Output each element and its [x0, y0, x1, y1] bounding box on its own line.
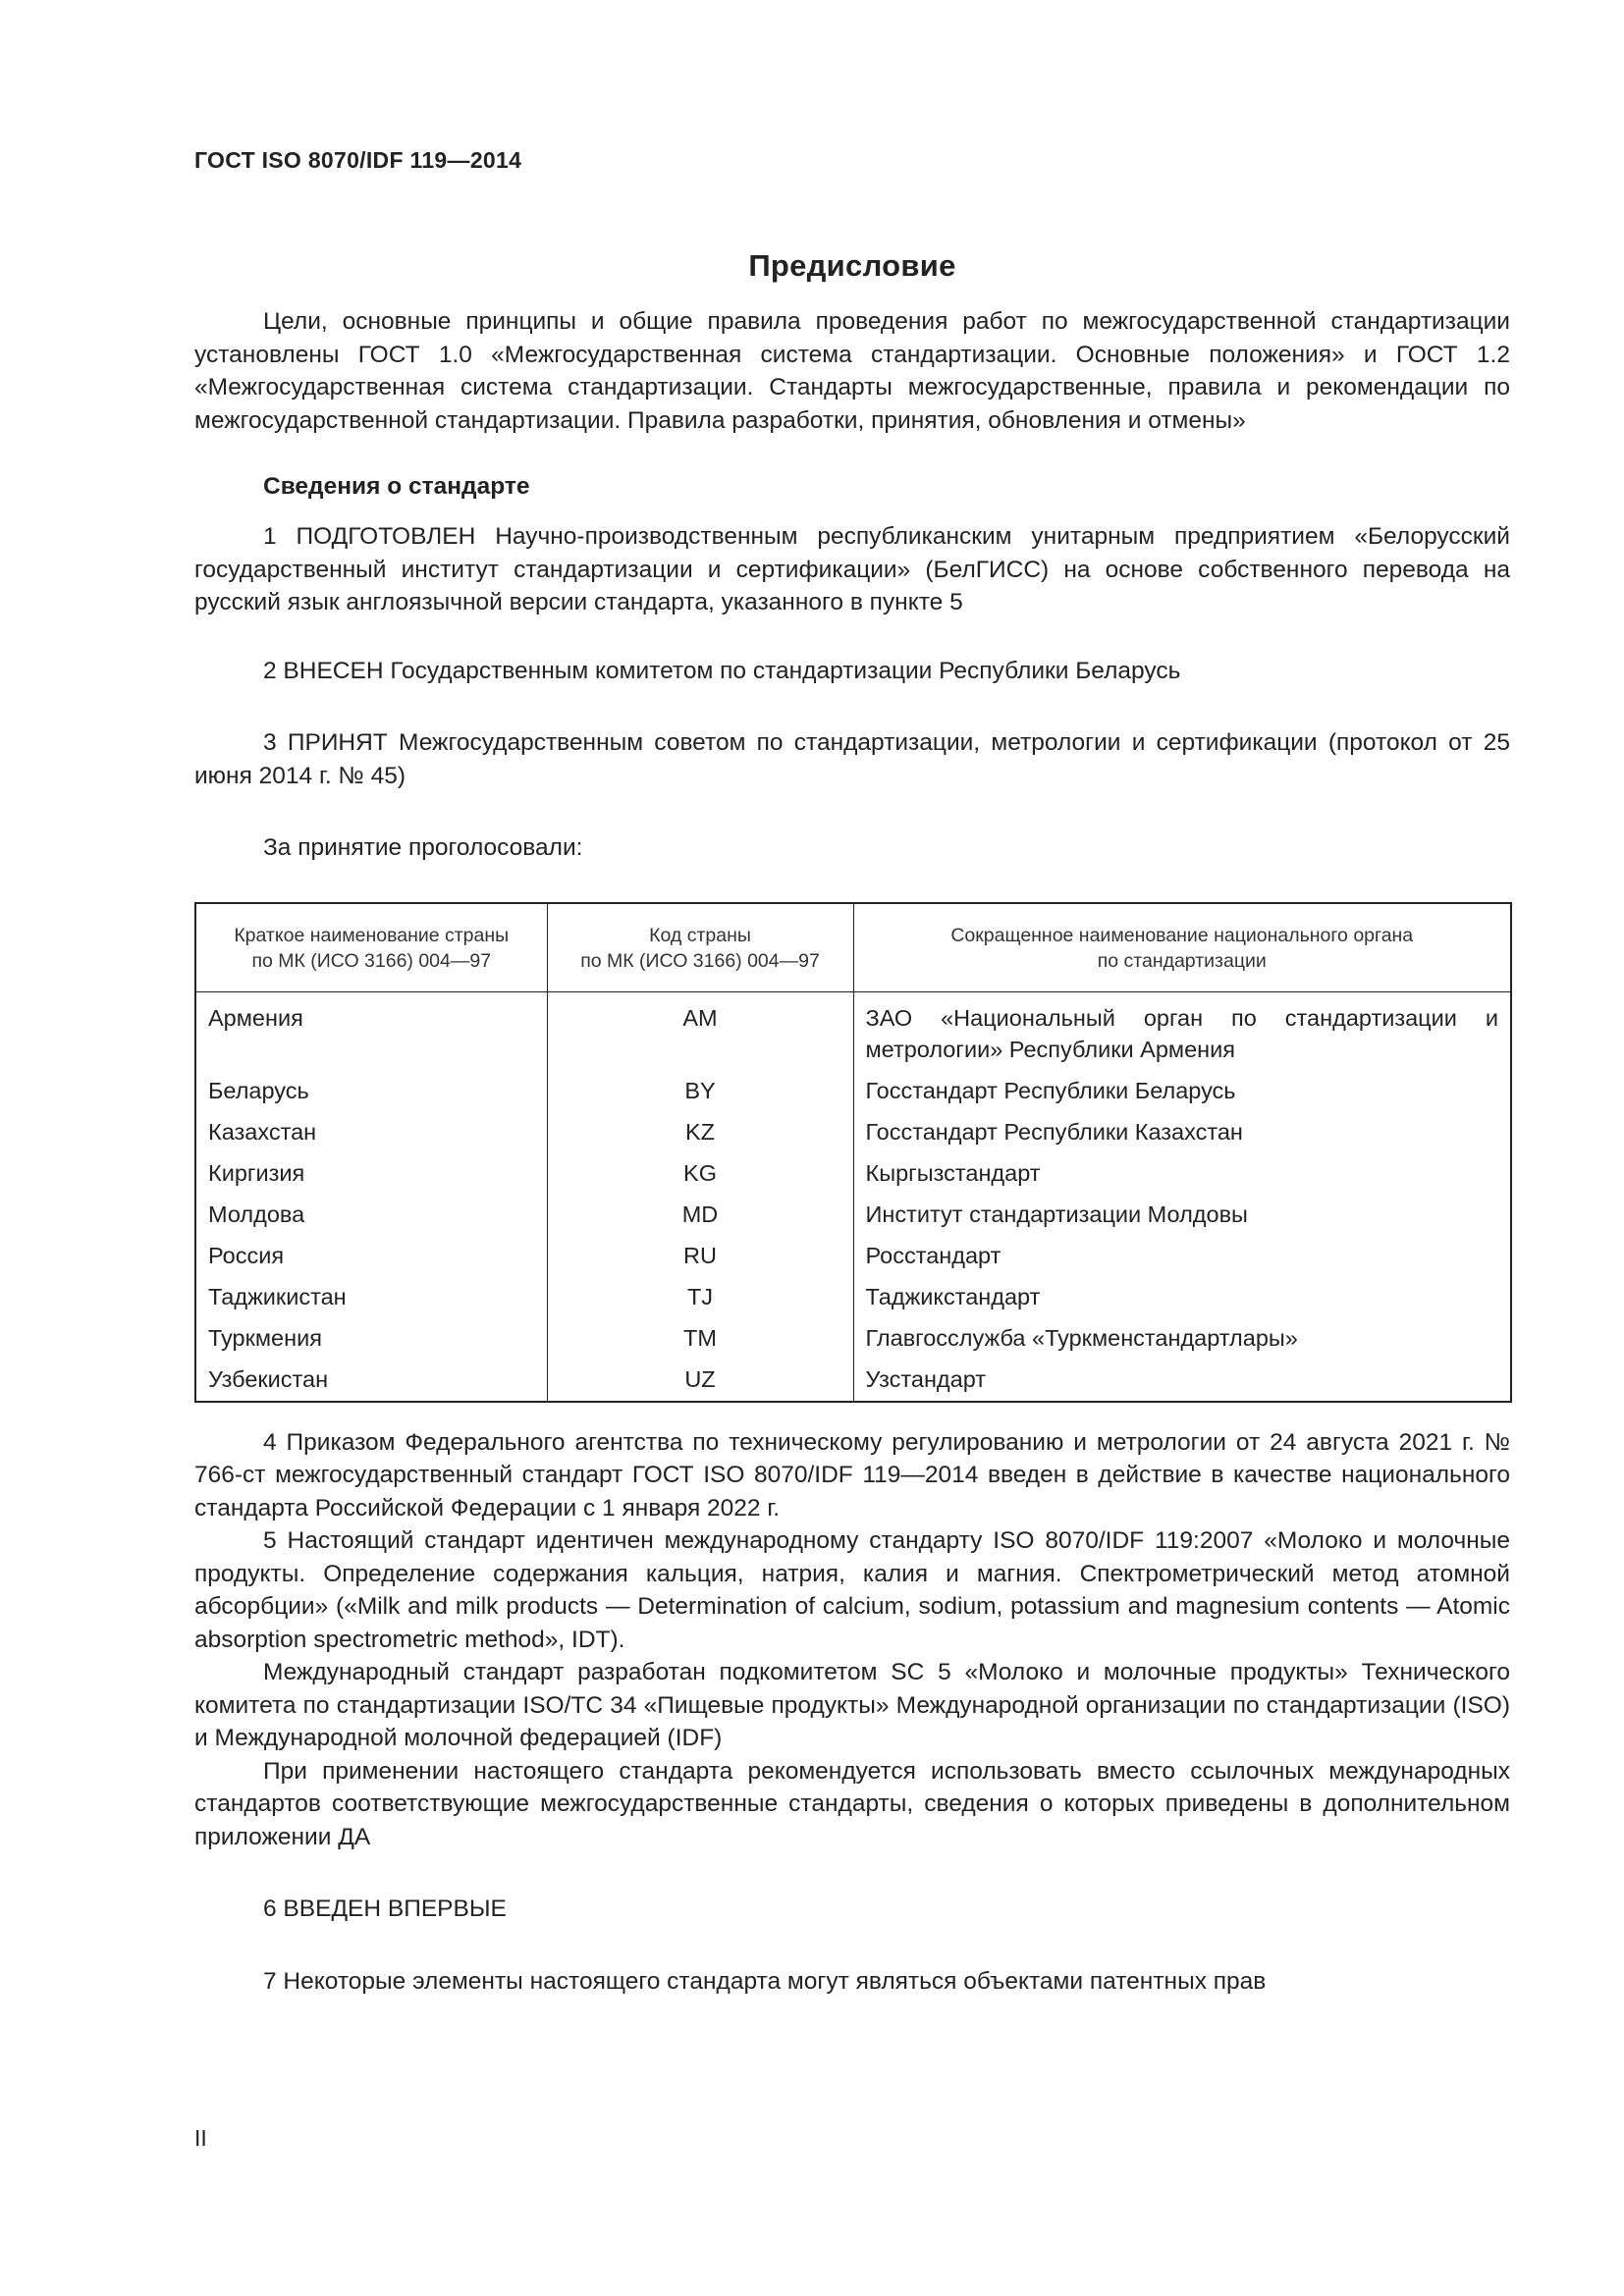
- cell-country: Узбекистан: [195, 1362, 547, 1402]
- document-code-header: ГОСТ ISO 8070/IDF 119—2014: [194, 147, 522, 173]
- cell-code: MD: [547, 1197, 853, 1238]
- voting-table: [194, 902, 1512, 1403]
- item-5-application-paragraph: При применении настоящего стандарта рекомендуется использовать вместо ссылочных международных стандартов соответствующие межгосударственные стандарты, сведения о которых приведены в дополнительном приложении ДА: [194, 1757, 1510, 1850]
- cell-code: BY: [547, 1073, 853, 1114]
- cell-code: KG: [547, 1155, 853, 1197]
- table-row: [195, 1279, 1511, 1320]
- cell-code: AM: [547, 991, 853, 1073]
- cell-organ: Росстандарт: [853, 1238, 1511, 1279]
- header-code-line1: Код страны: [649, 924, 751, 946]
- cell-code: RU: [547, 1238, 853, 1279]
- header-code: [547, 903, 853, 992]
- cell-code: KZ: [547, 1114, 853, 1155]
- cell-organ: Госстандарт Республики Казахстан: [853, 1114, 1511, 1155]
- header-country-line2: по МК (ИСО 3166) 004—97: [251, 949, 492, 972]
- item-1-paragraph: 1 ПОДГОТОВЛЕН Научно-производственным республиканским унитарным предприятием «Белорусский государственный институт стандартизации и сертификации» (БелГИСС) на основе собственного перевода на русский язык англоязычной версии стандарта, указанного в пункте 5: [194, 523, 1510, 615]
- header-organ-line1: Сокращенное наименование национального органа: [950, 924, 1414, 946]
- item-6-paragraph: 6 ВВЕДЕН ВПЕРВЫЕ: [263, 1896, 507, 1922]
- cell-organ: Главгосслужба «Туркменстандартлары»: [853, 1320, 1511, 1362]
- intro-paragraph: Цели, основные принципы и общие правила проведения работ по межгосударственной стандартизации установлены ГОСТ 1.0 «Межгосударственная система стандартизации. Основные положения» и ГОСТ 1.2 «Межгосударственная система стандартизации. Стандарты межгосударственные, правила и рекомендации по межгосударственной стандартизации. Правила разработки, принятия, обновления и отмены»: [194, 308, 1510, 434]
- info-heading: Сведения о стандарте: [263, 473, 530, 500]
- cell-organ: Институт стандартизации Молдовы: [853, 1197, 1511, 1238]
- item-5-tc-paragraph: Международный стандарт разработан подкомитетом SC 5 «Молоко и молочные продукты» Технического комитета по стандартизации ISO/TC 34 «Пищевые продукты» Международной организации по стандартизации (ISO) и Международной молочной федерацией (IDF): [194, 1659, 1510, 1751]
- table-row: [195, 1320, 1511, 1362]
- cell-organ: Узстандарт: [853, 1362, 1511, 1402]
- document-page: [194, 147, 1510, 1998]
- cell-country: Молдова: [195, 1197, 547, 1238]
- header-code-line2: по МК (ИСО 3166) 004—97: [580, 949, 820, 972]
- cell-country: Беларусь: [195, 1073, 547, 1114]
- cell-country: Туркмения: [195, 1320, 547, 1362]
- cell-country: Армения: [195, 991, 547, 1073]
- cell-country: Таджикистан: [195, 1279, 547, 1320]
- header-country-line1: Краткое наименование страны: [234, 924, 510, 946]
- cell-country: Казахстан: [195, 1114, 547, 1155]
- cell-organ: Госстандарт Республики Беларусь: [853, 1073, 1511, 1114]
- table-header-row: [195, 903, 1511, 992]
- item-5-paragraph: 5 Настоящий стандарт идентичен международному стандарту ISO 8070/IDF 119:2007 «Молоко и молочные продукты. Определение содержания кальция, натрия, калия и магния. Спектрометрический метод атомной абсорбции» («Milk and milk products — Determination of calcium, sodium, potassium and magnesium contents — Atomic absorption spectrometric method», IDT).: [194, 1527, 1510, 1653]
- header-organ: [853, 903, 1511, 992]
- item-3-paragraph: 3 ПРИНЯТ Межгосударственным советом по стандартизации, метрологии и сертификации (протокол от 25 июня 2014 г. № 45): [194, 729, 1510, 789]
- table-row: [195, 1073, 1511, 1114]
- cell-code: UZ: [547, 1362, 853, 1402]
- cell-country: Россия: [195, 1238, 547, 1279]
- page-title: Предисловие: [748, 248, 956, 283]
- cell-code: TJ: [547, 1279, 853, 1320]
- cell-organ: Кыргызстандарт: [853, 1155, 1511, 1197]
- item-7-paragraph: 7 Некоторые элементы настоящего стандарта могут являться объектами патентных прав: [263, 1967, 1267, 1995]
- table-row: [195, 1114, 1511, 1155]
- page-number: II: [194, 2125, 207, 2151]
- voted-label: За принятие проголосовали:: [263, 834, 583, 861]
- cell-organ: ЗАО «Национальный орган по стандартизации и метрологии» Республики Армения: [853, 991, 1511, 1073]
- table-row: [195, 1197, 1511, 1238]
- cell-code: TM: [547, 1320, 853, 1362]
- cell-country: Киргизия: [195, 1155, 547, 1197]
- item-2-paragraph: 2 ВНЕСЕН Государственным комитетом по стандартизации Республики Беларусь: [263, 657, 1181, 684]
- cell-organ: Таджикстандарт: [853, 1279, 1511, 1320]
- table-row: [195, 991, 1511, 1073]
- table-row: [195, 1362, 1511, 1402]
- header-organ-line2: по стандартизации: [1097, 949, 1267, 972]
- table-row: [195, 1238, 1511, 1279]
- header-country: [195, 903, 547, 992]
- table-row: [195, 1155, 1511, 1197]
- item-4-paragraph: 4 Приказом Федерального агентства по техническому регулированию и метрологии от 24 августа 2021 г. № 766-ст межгосударственный стандарт ГОСТ ISO 8070/IDF 119—2014 введен в действие в качестве национального стандарта Российской Федерации с 1 января 2022 г.: [194, 1428, 1510, 1522]
